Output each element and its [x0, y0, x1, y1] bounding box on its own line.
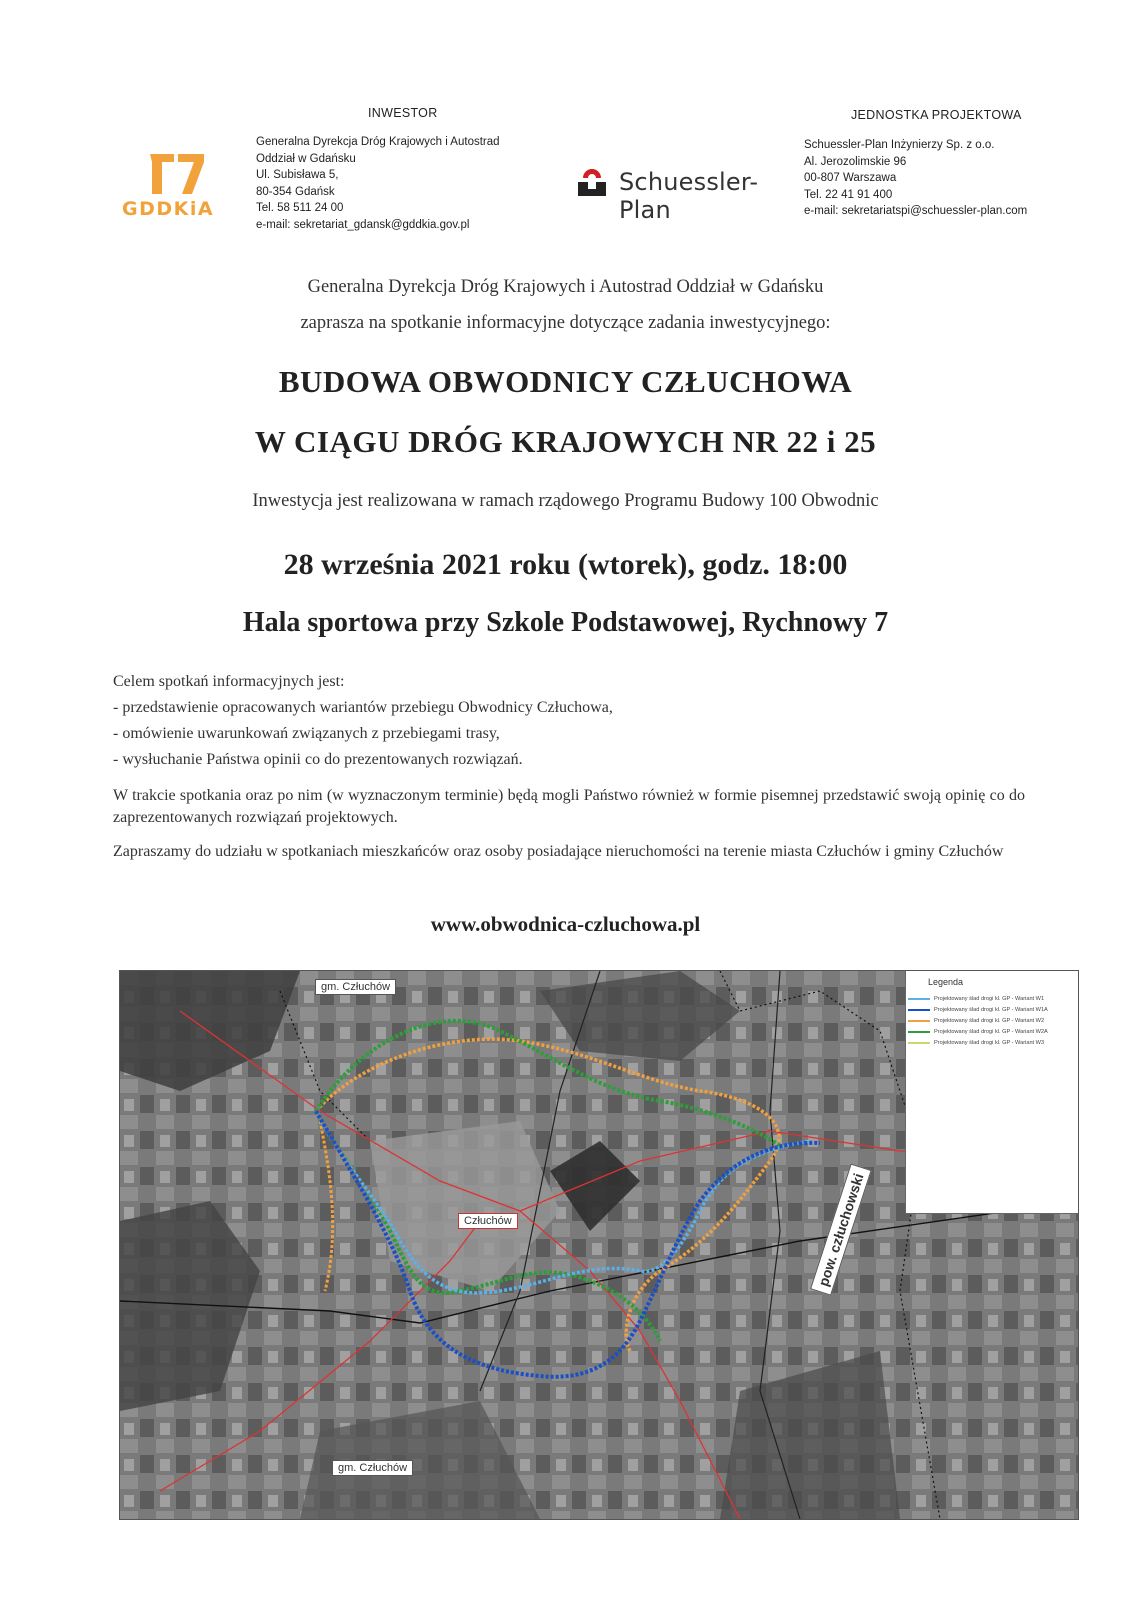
legend-swatch [908, 1042, 930, 1044]
title-line-2: W CIĄGU DRÓG KRAJOWYCH NR 22 i 25 [254, 424, 877, 459]
investor-label: INWESTOR [368, 106, 438, 120]
website-link[interactable]: www.obwodnica-czluchowa.pl [430, 912, 701, 936]
map-label-pow: pow. człuchowski [810, 1164, 872, 1296]
paragraph-opinion: W trakcie spotkania oraz po nim (w wyznaczonym terminie) będą mogli Państwo również w formie pisemnej przedstawić swoją opinię co do zaprezentowanych rozwiązań projektowych. [113, 787, 1025, 826]
investor-line: 80-354 Gdańsk [256, 185, 335, 198]
legend-item [908, 1015, 1078, 1026]
intro-line-1: Generalna Dyrekcja Dróg Krajowych i Autostrad Oddział w Gdańsku [307, 277, 824, 297]
map-legend [905, 971, 1078, 1214]
program-line: Inwestycja jest realizowana w ramach rządowego Programu Budowy 100 Obwodnic [252, 491, 879, 511]
legend-item-label: Projektowany ślad drogi kl. GP - Wariant W2 [934, 1017, 1045, 1024]
legend-item-label: Projektowany ślad drogi kl. GP - Wariant W1A [934, 1006, 1048, 1013]
goals-item: - przedstawienie opracowanych wariantów przebiegu Obwodnicy Człuchowa, [113, 699, 613, 716]
paragraph-invitation: Zapraszamy do udziału w spotkaniach mieszkańców oraz osoby posiadające nieruchomości na terenie miasta Człuchów i gminy Człuchów [113, 843, 1004, 860]
legend-item [908, 993, 1078, 1004]
designer-line: Tel. 22 41 91 400 [804, 188, 893, 201]
legend-item [908, 1004, 1078, 1015]
legend-title: Legenda [928, 977, 964, 987]
goals-item: - omówienie uwarunkowań związanych z przebiegami trasy, [113, 725, 500, 742]
legend-item [908, 1026, 1078, 1037]
goals-item: - wysłuchanie Państwa opinii co do prezentowanych rozwiązań. [113, 751, 523, 768]
title-line-1: BUDOWA OBWODNICY CZŁUCHOWA [278, 364, 853, 399]
investor-email: e-mail: sekretariat_gdansk@gddkia.gov.pl [256, 218, 470, 231]
gddkia-logo [122, 152, 234, 227]
legend-swatch [908, 1009, 930, 1011]
legend-item-label: Projektowany ślad drogi kl. GP - Wariant W1 [934, 995, 1045, 1002]
legend-swatch [908, 1020, 930, 1022]
map-label-gm-top: gm. Człuchów [315, 979, 396, 995]
gddkia-arrow-icon [148, 152, 208, 196]
designer-line: Schuessler-Plan Inżynierzy Sp. z o.o. [804, 139, 995, 151]
map-label-gm-bottom: gm. Człuchów [332, 1460, 413, 1476]
investor-line: Oddział w Gdańsku [256, 152, 356, 165]
schuessler-plan-logo-text: Schuessler-Plan [619, 168, 759, 224]
designer-contact [804, 137, 1104, 220]
investor-contact [256, 134, 556, 233]
legend-swatch [908, 998, 930, 1000]
legend-item-label: Projektowany ślad drogi kl. GP - Wariant W2A [934, 1028, 1048, 1035]
route-variants-map [119, 970, 1079, 1520]
legend-item-label: Projektowany ślad drogi kl. GP - Wariant W3 [934, 1039, 1045, 1046]
investor-line: Tel. 58 511 24 00 [256, 202, 344, 214]
legend-swatch [908, 1031, 930, 1033]
gddkia-logo-text: GDDKiA [122, 198, 215, 220]
meeting-date: 28 września 2021 roku (wtorek), godz. 18:00 [283, 548, 848, 581]
goals-lead: Celem spotkań informacyjnych jest: [113, 673, 345, 690]
schuessler-plan-logo [577, 164, 787, 224]
designer-line: Al. Jerozolimskie 96 [804, 155, 907, 168]
designer-email: e-mail: sekretariatspi@schuessler-plan.com [804, 205, 1028, 217]
goals-list [113, 669, 1025, 773]
meeting-place: Hala sportowa przy Szkole Podstawowej, Rychnowy 7 [242, 607, 889, 638]
schuessler-plan-mark-icon [577, 168, 607, 198]
designer-label: JEDNOSTKA PROJEKTOWA [851, 108, 1022, 122]
designer-line: 00-807 Warszawa [804, 172, 897, 184]
legend-item [908, 1037, 1078, 1048]
investor-line: Generalna Dyrekcja Dróg Krajowych i Autostrad [256, 136, 500, 148]
investor-line: Ul. Subisława 5, [256, 169, 339, 181]
intro-line-2: zaprasza na spotkanie informacyjne dotyczące zadania inwestycyjnego: [300, 313, 831, 333]
map-label-town: Człuchów [458, 1213, 518, 1229]
